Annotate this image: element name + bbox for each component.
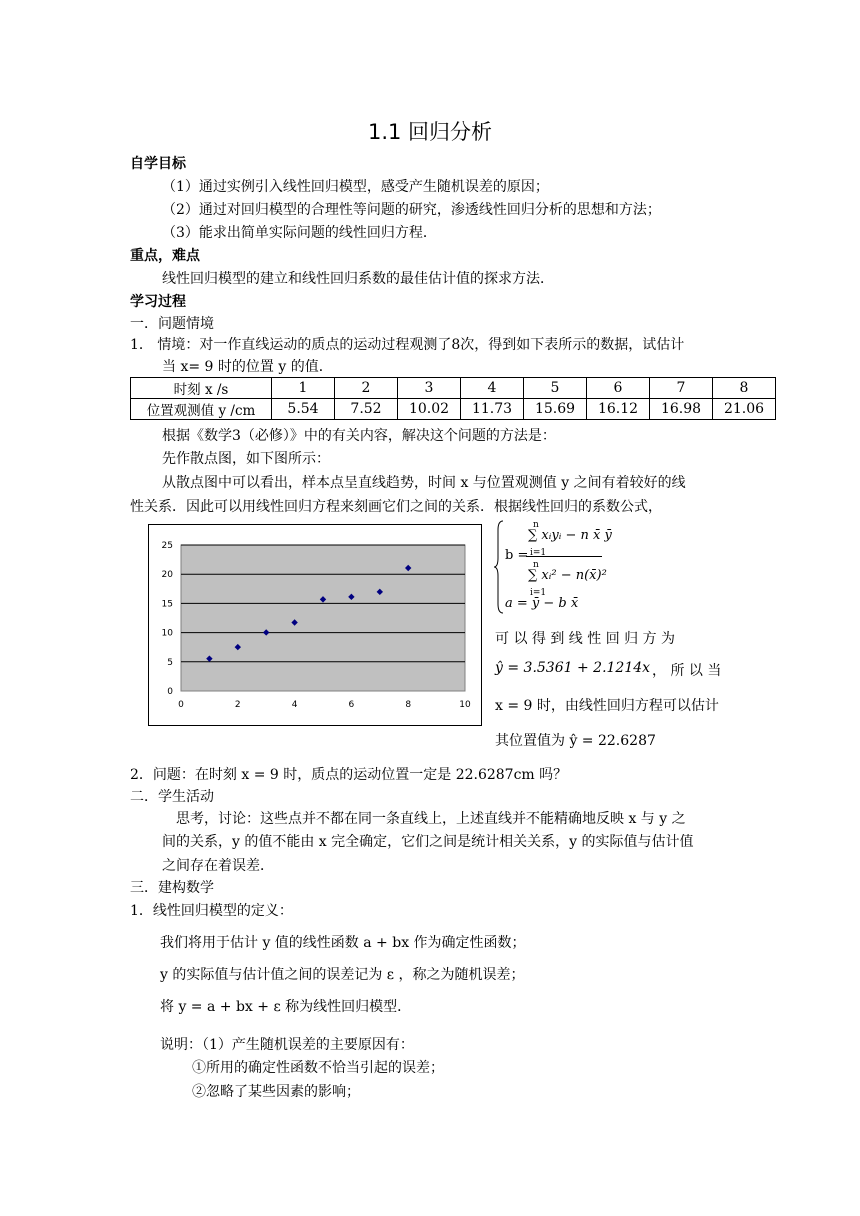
paragraph: 从散点图中可以看出，样本点呈直线趋势，时间 x 与位置观测值 y 之间有着较好的线 — [162, 475, 686, 491]
key-heading: 重点，难点 — [130, 248, 200, 264]
paragraph: 根据《数学3（必修）》中的有关内容，解决这个问题的方法是： — [162, 428, 556, 444]
question-2: 2．问题：在时刻 x = 9 时，质点的运动位置一定是 22.6287cm 吗？ — [130, 767, 568, 783]
table-cell: 11.73 — [461, 399, 524, 420]
table-cell: 5.54 — [272, 399, 335, 420]
side-text: 其位置值为 ŷ = 22.6287 — [495, 733, 656, 749]
table-cell: 2 — [335, 378, 398, 399]
scatter-chart — [148, 524, 482, 726]
table-cell: 10.02 — [398, 399, 461, 420]
x-tick-label: 8 — [405, 700, 412, 710]
definition-line: 我们将用于估计 y 值的线性函数 a + bx 作为确定性函数； — [160, 935, 526, 951]
paragraph: 先作散点图，如下图所示： — [162, 451, 330, 467]
key-text: 线性回归模型的建立和线性回归系数的最佳估计值的探求方法． — [162, 271, 554, 287]
reason-item: ①所用的确定性函数不恰当引起的误差； — [192, 1060, 444, 1076]
table-cell: 3 — [398, 378, 461, 399]
table-cell: 8 — [713, 378, 776, 399]
problem-line: 1． 情境：对一作直线运动的质点的运动过程观测了8次，得到如下表所示的数据，试估计 — [130, 337, 685, 353]
formula-denominator: ∑ xᵢ² − n(x̄)² — [528, 568, 607, 583]
paragraph: 之间存在着误差． — [162, 858, 274, 874]
x-tick-label: 10 — [459, 700, 471, 710]
x-tick-label: 0 — [178, 700, 184, 710]
y-tick-label: 25 — [161, 541, 173, 551]
table-row — [131, 399, 776, 420]
table-row-label: 时刻 x /s — [131, 378, 272, 399]
paragraph: 思考，讨论：这些点并不都在同一条直线上，上述直线并不能精确地反映 x 与 y 之 — [176, 811, 686, 827]
page-title: 1.1 回归分析 — [367, 120, 493, 144]
table-cell: 7.52 — [335, 399, 398, 420]
regression-equation: ŷ = 3.5361 + 2.1214x — [495, 660, 651, 676]
x-tick-label: 4 — [291, 700, 298, 710]
goal-item: （2）通过对回归模型的合理性等问题的研究，渗透线性回归分析的思想和方法； — [162, 202, 661, 218]
sum-upper: n — [533, 560, 539, 570]
table-cell: 21.06 — [713, 399, 776, 420]
table-cell: 4 — [461, 378, 524, 399]
side-text: ， 所 以 当 — [652, 663, 722, 679]
note-line: 说明：（1）产生随机误差的主要原因有： — [160, 1037, 414, 1053]
side-text: 可 以 得 到 线 性 回 归 方 为 — [495, 631, 676, 647]
table-cell: 5 — [524, 378, 587, 399]
goal-item: （3）能求出简单实际问题的线性回归方程． — [162, 225, 437, 241]
observation-table — [130, 377, 776, 420]
paragraph: 间的关系，y 的值不能由 x 完全确定，它们之间是统计相关关系，y 的实际值与估计值 — [162, 834, 694, 850]
x-tick-label: 2 — [234, 700, 241, 710]
table-row — [131, 378, 776, 399]
definition-line: y 的实际值与估计值之间的误差记为 ε ，称之为随机误差； — [160, 967, 525, 983]
table-cell: 15.69 — [524, 399, 587, 420]
x-tick-label: 6 — [348, 700, 355, 710]
definition-line: 将 y = a + bx + ε 称为线性回归模型． — [160, 999, 412, 1015]
y-tick-label: 0 — [167, 687, 173, 697]
y-tick-label: 20 — [161, 570, 173, 581]
sum-upper: n — [533, 520, 539, 530]
goals-heading: 自学目标 — [130, 156, 186, 172]
reason-item: ②忽略了某些因素的影响； — [192, 1084, 360, 1100]
side-text: x = 9 时，由线性回归方程可以估计 — [495, 698, 719, 714]
plot-area — [181, 545, 465, 691]
process-heading: 学习过程 — [130, 294, 186, 310]
y-tick-label: 5 — [167, 657, 173, 668]
table-cell: 16.98 — [650, 399, 713, 420]
paragraph: 性关系．因此可以用线性回归方程来刻画它们之间的关系．根据线性回归的系数公式， — [130, 499, 662, 515]
y-tick-label: 15 — [161, 599, 173, 610]
table-cell: 7 — [650, 378, 713, 399]
table-cell: 6 — [587, 378, 650, 399]
formula-a: a = ȳ − b x̄ — [505, 596, 579, 611]
scatter-chart-svg — [149, 525, 481, 725]
table-cell: 16.12 — [587, 399, 650, 420]
goal-item: （1）通过实例引入线性回归模型，感受产生随机误差的原因； — [162, 179, 549, 195]
sum-lower: i=1 — [530, 548, 547, 558]
formula-b-label: b = — [505, 548, 529, 563]
problem-line: 当 x= 9 时的位置 y 的值． — [162, 359, 333, 375]
section-heading: 三．建构数学 — [130, 880, 214, 896]
table-row-label: 位置观测值 y /cm — [131, 399, 272, 420]
table-cell: 1 — [272, 378, 335, 399]
section-heading: 二．学生活动 — [130, 789, 214, 805]
sum-lower: i=1 — [530, 588, 547, 598]
brace-icon — [494, 520, 504, 614]
fraction-bar — [526, 556, 602, 557]
section-heading: 一．问题情境 — [130, 316, 214, 332]
list-item: 1．线性回归模型的定义： — [130, 903, 293, 919]
y-tick-label: 10 — [161, 628, 173, 639]
formula-numerator: ∑ xᵢyᵢ − n x̄ ȳ — [528, 528, 612, 543]
